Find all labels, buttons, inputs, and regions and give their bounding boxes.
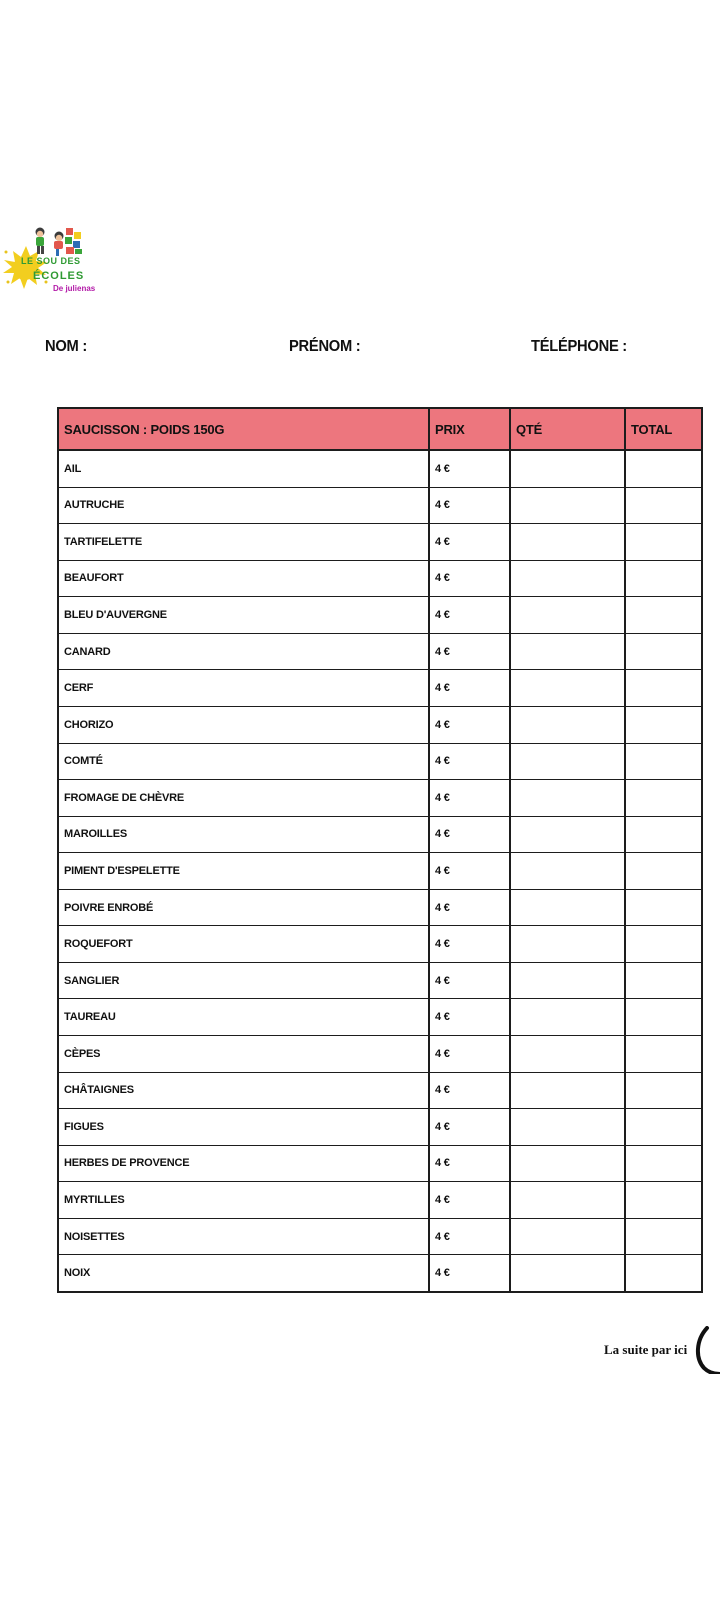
logo-title-line2: ÉCOLES [33, 270, 85, 282]
product-name-cell: FIGUES [64, 1120, 104, 1133]
order-table [57, 407, 703, 1293]
product-name-cell: FROMAGE DE CHÈVRE [64, 791, 185, 804]
price-cell: 4 € [428, 597, 509, 633]
table-row [59, 890, 701, 927]
total-cell [624, 1109, 701, 1145]
header-price: PRIX [428, 409, 509, 449]
qty-cell [509, 780, 624, 816]
curved-arrow-icon [694, 1326, 720, 1374]
table-row [59, 670, 701, 707]
qty-cell [509, 999, 624, 1035]
table-row [59, 926, 701, 963]
header-total: TOTAL [624, 409, 701, 449]
qty-cell [509, 707, 624, 743]
product-name-cell: CHORIZO [64, 718, 114, 731]
product-name-cell: NOIX [64, 1267, 91, 1280]
phone-field-label: TÉLÉPHONE : [531, 338, 627, 355]
product-name-cell: SANGLIER [64, 974, 120, 987]
order-table-body [59, 451, 701, 1291]
product-name-cell: BEAUFORT [64, 572, 124, 585]
sun-icon [3, 246, 48, 289]
price-cell: 4 € [428, 1109, 509, 1145]
product-name-cell: CÈPES [64, 1047, 101, 1060]
product-name-cell: MAROILLES [64, 828, 127, 841]
table-row [59, 999, 701, 1036]
qty-cell [509, 488, 624, 524]
table-row [59, 817, 701, 854]
child-figure-right [54, 232, 64, 257]
header-qty: QTÉ [509, 409, 624, 449]
qty-cell [509, 634, 624, 670]
price-cell: 4 € [428, 1146, 509, 1182]
total-cell [624, 1255, 701, 1291]
total-cell [624, 853, 701, 889]
table-row [59, 853, 701, 890]
qty-cell [509, 561, 624, 597]
header-product: SAUCISSON : POIDS 150G [64, 421, 225, 437]
price-cell: 4 € [428, 451, 509, 487]
school-logo [2, 220, 102, 300]
price-cell: 4 € [428, 780, 509, 816]
total-cell [624, 1073, 701, 1109]
price-cell: 4 € [428, 488, 509, 524]
table-row [59, 561, 701, 598]
price-cell: 4 € [428, 1219, 509, 1255]
qty-cell [509, 744, 624, 780]
table-row [59, 780, 701, 817]
logo-title-line1: LE SOU DES [21, 256, 81, 266]
total-cell [624, 999, 701, 1035]
qty-cell [509, 1255, 624, 1291]
table-row [59, 1146, 701, 1183]
name-field-label: NOM : [45, 338, 87, 355]
product-name-cell: TAUREAU [64, 1011, 116, 1024]
total-cell [624, 561, 701, 597]
table-row [59, 451, 701, 488]
qty-cell [509, 963, 624, 999]
qty-cell [509, 1109, 624, 1145]
price-cell: 4 € [428, 999, 509, 1035]
child-figure-left [36, 228, 45, 255]
price-cell: 4 € [428, 926, 509, 962]
price-cell: 4 € [428, 963, 509, 999]
table-row [59, 1036, 701, 1073]
total-cell [624, 744, 701, 780]
table-row [59, 1182, 701, 1219]
qty-cell [509, 524, 624, 560]
table-row [59, 597, 701, 634]
total-cell [624, 524, 701, 560]
firstname-field-label: PRÉNOM : [289, 338, 361, 355]
total-cell [624, 780, 701, 816]
product-name-cell: CERF [64, 682, 94, 695]
table-row [59, 707, 701, 744]
product-name-cell: BLEU D'AUVERGNE [64, 609, 167, 622]
price-cell: 4 € [428, 1073, 509, 1109]
table-row [59, 1109, 701, 1146]
total-cell [624, 451, 701, 487]
total-cell [624, 670, 701, 706]
qty-cell [509, 1182, 624, 1218]
table-row [59, 744, 701, 781]
qty-cell [509, 1036, 624, 1072]
table-row [59, 1255, 701, 1291]
total-cell [624, 634, 701, 670]
product-name-cell: TARTIFELETTE [64, 535, 143, 548]
price-cell: 4 € [428, 853, 509, 889]
product-name-cell: NOISETTES [64, 1230, 125, 1243]
product-name-cell: ROQUEFORT [64, 938, 133, 951]
qty-cell [509, 890, 624, 926]
total-cell [624, 963, 701, 999]
total-cell [624, 817, 701, 853]
product-name-cell: HERBES DE PROVENCE [64, 1157, 190, 1170]
price-cell: 4 € [428, 707, 509, 743]
qty-cell [509, 597, 624, 633]
logo-subtitle: De julienas [53, 284, 96, 293]
toy-blocks [65, 228, 82, 254]
price-cell: 4 € [428, 890, 509, 926]
table-header-row [59, 409, 701, 451]
total-cell [624, 1182, 701, 1218]
price-cell: 4 € [428, 634, 509, 670]
total-cell [624, 1219, 701, 1255]
product-name-cell: PIMENT D'ESPELETTE [64, 864, 180, 877]
total-cell [624, 707, 701, 743]
total-cell [624, 1036, 701, 1072]
table-row [59, 488, 701, 525]
total-cell [624, 488, 701, 524]
product-name-cell: CHÂTAIGNES [64, 1084, 134, 1097]
table-row [59, 524, 701, 561]
price-cell: 4 € [428, 744, 509, 780]
price-cell: 4 € [428, 670, 509, 706]
product-name-cell: MYRTILLES [64, 1194, 125, 1207]
price-cell: 4 € [428, 1255, 509, 1291]
total-cell [624, 926, 701, 962]
price-cell: 4 € [428, 524, 509, 560]
table-row [59, 963, 701, 1000]
price-cell: 4 € [428, 561, 509, 597]
total-cell [624, 890, 701, 926]
table-row [59, 634, 701, 671]
table-row [59, 1073, 701, 1110]
qty-cell [509, 1073, 624, 1109]
product-name-cell: COMTÉ [64, 755, 103, 768]
qty-cell [509, 451, 624, 487]
price-cell: 4 € [428, 1182, 509, 1218]
total-cell [624, 1146, 701, 1182]
price-cell: 4 € [428, 1036, 509, 1072]
footer-note: La suite par ici [604, 1342, 688, 1357]
product-name-cell: POIVRE ENROBÉ [64, 901, 154, 914]
price-cell: 4 € [428, 817, 509, 853]
qty-cell [509, 853, 624, 889]
product-name-cell: CANARD [64, 645, 111, 658]
qty-cell [509, 817, 624, 853]
qty-cell [509, 926, 624, 962]
qty-cell [509, 1146, 624, 1182]
product-name-cell: AUTRUCHE [64, 499, 125, 512]
total-cell [624, 597, 701, 633]
product-name-cell: AIL [64, 462, 82, 475]
table-row [59, 1219, 701, 1256]
qty-cell [509, 1219, 624, 1255]
qty-cell [509, 670, 624, 706]
